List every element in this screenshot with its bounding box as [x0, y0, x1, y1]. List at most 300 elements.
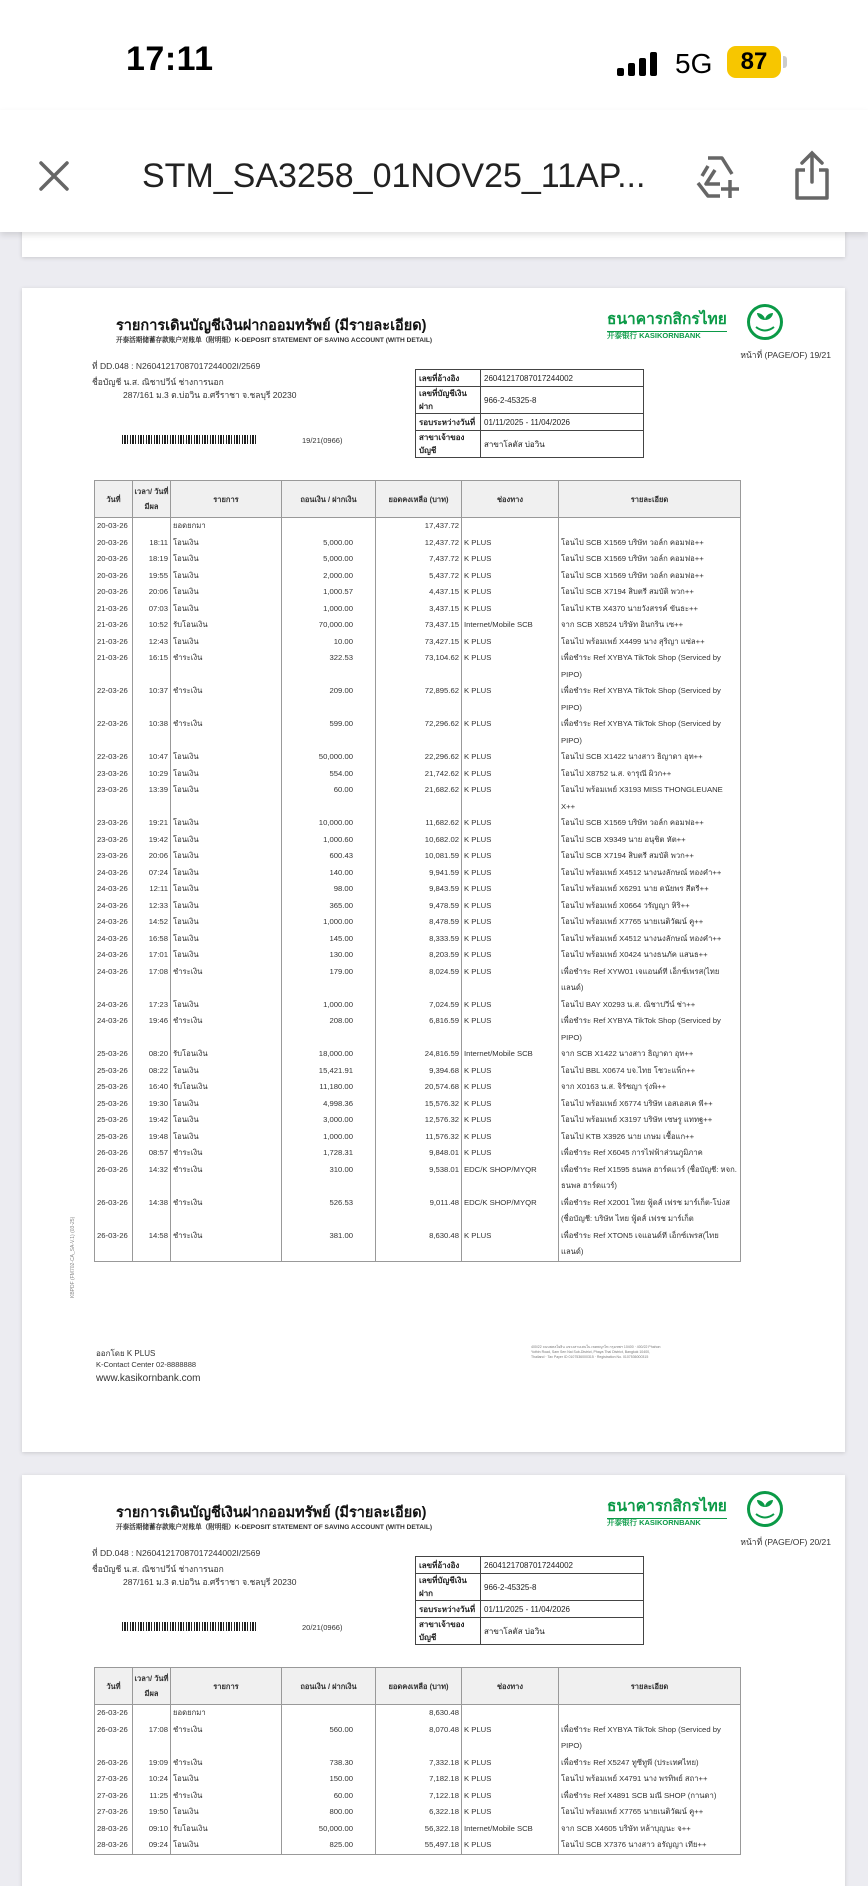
account-address: 287/161 ม.3 ต.บ่อวิน อ.ศรีราชา จ.ชลบุรี 20230: [123, 1577, 297, 1587]
bank-logo: [607, 1493, 737, 1537]
cell-time: 19:42: [133, 832, 171, 849]
cell-type: โอนเงิน: [171, 568, 282, 585]
cell-amount: 140.00: [282, 865, 376, 882]
info-value: สาขาโลตัส บ่อวิน: [481, 1618, 644, 1645]
table-header-row: [95, 1668, 741, 1705]
cell-date: 23-03-26: [95, 848, 133, 865]
table-row: [95, 782, 741, 815]
cell-date: 24-03-26: [95, 931, 133, 948]
cell-balance: 8,478.59: [376, 914, 462, 931]
cell-amount: 3,000.00: [282, 1112, 376, 1129]
cell-channel: EDC/K SHOP/MYQR: [462, 1195, 559, 1228]
account-info-table: [415, 369, 644, 458]
cell-time: 14:58: [133, 1228, 171, 1262]
table-row: [95, 1063, 741, 1080]
column-header-amount: ถอนเงิน / ฝากเงิน: [282, 1668, 376, 1705]
transaction-table: [94, 1667, 741, 1855]
cell-balance: 20,574.68: [376, 1079, 462, 1096]
cell-amount: 70,000.00: [282, 617, 376, 634]
cell-date: 27-03-26: [95, 1771, 133, 1788]
bank-website: www.kasikornbank.com: [96, 1373, 201, 1384]
cell-date: 21-03-26: [95, 617, 133, 634]
cell-time: 19:50: [133, 1804, 171, 1821]
cell-channel: K PLUS: [462, 650, 559, 683]
cell-date: 26-03-26: [95, 1722, 133, 1755]
cell-detail: เพื่อชำระ Ref X4891 SCB มณี SHOP (กานดา): [559, 1788, 741, 1805]
cell-date: 24-03-26: [95, 865, 133, 882]
cell-date: 28-03-26: [95, 1837, 133, 1854]
cell-balance: 24,816.59: [376, 1046, 462, 1063]
cell-type: รับโอนเงิน: [171, 617, 282, 634]
transaction-table: [94, 480, 741, 1262]
cell-channel: K PLUS: [462, 997, 559, 1014]
contact-center: K-Contact Center 02-8888888: [96, 1360, 197, 1369]
cell-type: โอนเงิน: [171, 1112, 282, 1129]
cell-time: 20:06: [133, 584, 171, 601]
cell-amount: [282, 518, 376, 535]
cell-channel: K PLUS: [462, 766, 559, 783]
cell-type: โอนเงิน: [171, 865, 282, 882]
bank-name-th: ธนาคารกสิกรไทย: [607, 1493, 727, 1519]
cell-time: 19:21: [133, 815, 171, 832]
cell-balance: 7,182.18: [376, 1771, 462, 1788]
cell-amount: 145.00: [282, 931, 376, 948]
pdf-page-previous: [22, 232, 845, 257]
cell-channel: K PLUS: [462, 832, 559, 849]
cell-type: ชำระเงิน: [171, 1162, 282, 1195]
bank-address-fine-print: 400/22 ถนนพหลโยธิน แขวงสามเสนใน เขตพญาไท กรุงเทพฯ 10400 · 400/22 Phahon Yothin Road, Sam Sen Nai Sub-District, Phaya Thai District, Bangkok 10400, Thailand · Tax Payer ID 0107536000315 · Registration No. 0107536000315: [531, 1345, 661, 1359]
account-name: ชื่อบัญชี น.ส. ณิชาปวีน์ ช่างการนอก: [92, 1564, 224, 1574]
document-title: STM_SA3258_01NOV25_11AP...: [142, 157, 646, 195]
cell-balance: 5,437.72: [376, 568, 462, 585]
table-row: [95, 518, 741, 535]
account-info-table: [415, 1556, 644, 1645]
cell-time: 17:01: [133, 947, 171, 964]
cell-balance: 73,427.15: [376, 634, 462, 651]
info-value: 01/11/2025 - 11/04/2026: [481, 414, 644, 431]
cell-amount: 738.30: [282, 1755, 376, 1772]
cell-date: 24-03-26: [95, 997, 133, 1014]
table-row: [95, 1804, 741, 1821]
cell-date: 23-03-26: [95, 832, 133, 849]
cell-date: 26-03-26: [95, 1195, 133, 1228]
cell-balance: 72,895.62: [376, 683, 462, 716]
cell-amount: 1,000.00: [282, 601, 376, 618]
cell-channel: K PLUS: [462, 1129, 559, 1146]
cell-channel: Internet/Mobile SCB: [462, 1046, 559, 1063]
cell-detail: โอนไป SCB X9349 นาย อนุชิต หัต++: [559, 832, 741, 849]
cell-channel: K PLUS: [462, 881, 559, 898]
cell-balance: 72,296.62: [376, 716, 462, 749]
cell-amount: 526.53: [282, 1195, 376, 1228]
table-row: [95, 848, 741, 865]
cell-channel: K PLUS: [462, 931, 559, 948]
close-button[interactable]: [36, 158, 72, 194]
cell-type: ชำระเงิน: [171, 716, 282, 749]
column-header-type: รายการ: [171, 1668, 282, 1705]
statement-subtitle: 开泰活期储蓄存款账户对账单（附明细）K-DEPOSIT STATEMENT OF SAVING ACCOUNT (WITH DETAIL): [116, 337, 433, 344]
cell-type: โอนเงิน: [171, 832, 282, 849]
cell-time: 16:15: [133, 650, 171, 683]
table-row: [95, 1771, 741, 1788]
cell-time: 10:24: [133, 1771, 171, 1788]
cell-balance: 73,104.62: [376, 650, 462, 683]
cell-time: 12:43: [133, 634, 171, 651]
column-header-type: รายการ: [171, 481, 282, 518]
cell-date: 25-03-26: [95, 1079, 133, 1096]
cell-date: 26-03-26: [95, 1145, 133, 1162]
cell-time: 08:22: [133, 1063, 171, 1080]
battery-cap: [783, 56, 787, 68]
cell-date: 24-03-26: [95, 1013, 133, 1046]
cell-date: 23-03-26: [95, 766, 133, 783]
table-row: [95, 1755, 741, 1772]
cell-amount: 60.00: [282, 782, 376, 815]
document-number: ที่ DD.048 : N2604121708701724400​2I/2569: [92, 361, 261, 371]
cell-amount: 1,000.00: [282, 1129, 376, 1146]
share-icon: [792, 150, 832, 202]
cell-date: 26-03-26: [95, 1228, 133, 1262]
cell-time: 09:24: [133, 1837, 171, 1854]
statement-title: รายการเดินบัญชีเงินฝากออมทรัพย์ (มีรายละเอียด): [116, 1505, 427, 1521]
cell-type: โอนเงิน: [171, 1804, 282, 1821]
cell-channel: K PLUS: [462, 551, 559, 568]
column-header-time: เวลา/ วันที่มีผล: [133, 1668, 171, 1705]
cell-balance: 8,203.59: [376, 947, 462, 964]
info-row: [416, 1557, 644, 1574]
cell-balance: 7,122.18: [376, 1788, 462, 1805]
cell-amount: 209.00: [282, 683, 376, 716]
cell-amount: 130.00: [282, 947, 376, 964]
cell-type: โอนเงิน: [171, 782, 282, 815]
cell-type: โอนเงิน: [171, 634, 282, 651]
signal-icon: [617, 52, 657, 76]
cell-time: 10:37: [133, 683, 171, 716]
cell-balance: 10,081.59: [376, 848, 462, 865]
column-header-channel: ช่องทาง: [462, 1668, 559, 1705]
table-row: [95, 1228, 741, 1262]
cell-type: โอนเงิน: [171, 601, 282, 618]
cell-channel: K PLUS: [462, 947, 559, 964]
column-header-amount: ถอนเงิน / ฝากเงิน: [282, 481, 376, 518]
cell-detail: [559, 1705, 741, 1722]
cell-type: รับโอนเงิน: [171, 1046, 282, 1063]
clock: 17:11: [126, 40, 214, 78]
cell-channel: K PLUS: [462, 1771, 559, 1788]
cell-detail: โอนไป X8752 น.ส. จารุณี ผิวก++: [559, 766, 741, 783]
cell-type: โอนเงิน: [171, 584, 282, 601]
table-row: [95, 997, 741, 1014]
info-value: สาขาโลตัส บ่อวิน: [481, 431, 644, 458]
table-row: [95, 898, 741, 915]
cell-amount: 599.00: [282, 716, 376, 749]
cell-date: 20-03-26: [95, 568, 133, 585]
cell-detail: โอนไป พร้อมเพย์ X4791 นาง พรทิพย์ สถา++: [559, 1771, 741, 1788]
cell-amount: 11,180.00: [282, 1079, 376, 1096]
kasikorn-leaf-icon: [747, 304, 783, 340]
cell-balance: 9,394.68: [376, 1063, 462, 1080]
cell-channel: K PLUS: [462, 584, 559, 601]
table-row: [95, 881, 741, 898]
cell-balance: 9,478.59: [376, 898, 462, 915]
table-row: [95, 1722, 741, 1755]
info-value: 966-2-45325-8: [481, 387, 644, 414]
cell-date: 26-03-26: [95, 1755, 133, 1772]
cell-type: โอนเงิน: [171, 997, 282, 1014]
cell-channel: K PLUS: [462, 1096, 559, 1113]
info-label: รอบระหว่างวันที่: [416, 414, 481, 431]
cell-detail: โอนไป พร้อมเพย์ X4512 นางนงลักษณ์ ทองคำ++: [559, 931, 741, 948]
column-header-detail: รายละเอียด: [559, 481, 741, 518]
close-icon: [36, 158, 72, 194]
cell-time: 17:08: [133, 1722, 171, 1755]
cell-detail: โอนไป พร้อมเพย์ X7765 นายเนติวัฒน์ คู++: [559, 914, 741, 931]
cell-amount: 322.53: [282, 650, 376, 683]
cell-time: 09:10: [133, 1821, 171, 1838]
cell-balance: 6,322.18: [376, 1804, 462, 1821]
cell-balance: 17,437.72: [376, 518, 462, 535]
info-label: รอบระหว่างวันที่: [416, 1601, 481, 1618]
cell-type: โอนเงิน: [171, 551, 282, 568]
cell-detail: โอนไป พร้อมเพย์ X3193 MISS THONGLEUANE X++: [559, 782, 741, 815]
cell-amount: 381.00: [282, 1228, 376, 1262]
cell-channel: K PLUS: [462, 815, 559, 832]
cell-amount: 310.00: [282, 1162, 376, 1195]
cell-channel: K PLUS: [462, 1804, 559, 1821]
info-row: [416, 431, 644, 458]
cell-amount: 554.00: [282, 766, 376, 783]
column-header-time: เวลา/ วันที่มีผล: [133, 481, 171, 518]
cell-type: โอนเงิน: [171, 535, 282, 552]
info-row: [416, 1601, 644, 1618]
cell-type: โอนเงิน: [171, 1063, 282, 1080]
cell-detail: เพื่อชำระ Ref XYBYA TikTok Shop (Serviced by PIPO): [559, 1013, 741, 1046]
cell-type: โอนเงิน: [171, 1837, 282, 1854]
cell-time: 14:38: [133, 1195, 171, 1228]
cell-balance: 9,941.59: [376, 865, 462, 882]
page-code: 19/21(0966): [302, 436, 343, 445]
cell-date: 22-03-26: [95, 749, 133, 766]
table-row: [95, 865, 741, 882]
cell-time: 12:11: [133, 881, 171, 898]
cell-balance: 3,437.15: [376, 601, 462, 618]
pdf-page-20: [22, 1475, 845, 1886]
info-row: [416, 414, 644, 431]
cell-detail: โอนไป SCB X1569 บริษัท วอล์ก คอมฟอ++: [559, 568, 741, 585]
cell-date: 26-03-26: [95, 1705, 133, 1722]
cell-channel: K PLUS: [462, 1145, 559, 1162]
cell-channel: K PLUS: [462, 1837, 559, 1854]
cell-type: ชำระเงิน: [171, 1228, 282, 1262]
cell-balance: 22,296.62: [376, 749, 462, 766]
cell-channel: K PLUS: [462, 848, 559, 865]
table-row: [95, 1195, 741, 1228]
cell-amount: 365.00: [282, 898, 376, 915]
info-label: สาขาเจ้าของบัญชี: [416, 1618, 481, 1645]
cell-balance: 55,497.18: [376, 1837, 462, 1854]
cell-detail: โอนไป SCB X7194 สิบตรี สมบัติ พวก++: [559, 848, 741, 865]
cell-detail: โอนไป KTB X3926 นาย เกษม เชื้อแก++: [559, 1129, 741, 1146]
cell-channel: K PLUS: [462, 568, 559, 585]
cell-detail: จาก X0163 น.ส. จิรัชญา รุ่งพิ++: [559, 1079, 741, 1096]
cell-date: 28-03-26: [95, 1821, 133, 1838]
table-row: [95, 815, 741, 832]
cell-time: 13:39: [133, 782, 171, 815]
cell-balance: 4,437.15: [376, 584, 462, 601]
table-row: [95, 584, 741, 601]
cell-date: 23-03-26: [95, 782, 133, 815]
account-name: ชื่อบัญชี น.ส. ณิชาปวีน์ ช่างการนอก: [92, 377, 224, 387]
table-row: [95, 1096, 741, 1113]
info-label: สาขาเจ้าของบัญชี: [416, 431, 481, 458]
cell-detail: โอนไป พร้อมเพย์ X0424 นางธนภัค แสนธ++: [559, 947, 741, 964]
cell-date: 20-03-26: [95, 535, 133, 552]
cell-balance: 56,322.18: [376, 1821, 462, 1838]
pdf-viewer[interactable]: [0, 232, 868, 1886]
cell-date: 21-03-26: [95, 650, 133, 683]
cell-type: รับโอนเงิน: [171, 1079, 282, 1096]
cell-balance: 9,848.01: [376, 1145, 462, 1162]
cell-amount: 50,000.00: [282, 1821, 376, 1838]
cell-amount: 2,000.00: [282, 568, 376, 585]
cell-balance: 9,011.48: [376, 1195, 462, 1228]
table-header-row: [95, 481, 741, 518]
cell-amount: 800.00: [282, 1804, 376, 1821]
cell-balance: 8,024.59: [376, 964, 462, 997]
statement-title: รายการเดินบัญชีเงินฝากออมทรัพย์ (มีรายละเอียด): [116, 318, 427, 334]
cell-date: 20-03-26: [95, 584, 133, 601]
cell-type: โอนเงิน: [171, 1096, 282, 1113]
cell-balance: 6,816.59: [376, 1013, 462, 1046]
table-row: [95, 650, 741, 683]
cell-channel: K PLUS: [462, 683, 559, 716]
viewer-toolbar: [0, 110, 868, 232]
cell-channel: K PLUS: [462, 898, 559, 915]
cell-detail: จาก SCB X4605 บริษัท หล้าบุญนะ จ++: [559, 1821, 741, 1838]
cell-balance: 15,576.32: [376, 1096, 462, 1113]
cell-detail: โอนไป พร้อมเพย์ X6774 บริษัท เอสเอสเค พี++: [559, 1096, 741, 1113]
info-row: [416, 1618, 644, 1645]
info-value: 26041217087017244002: [481, 370, 644, 387]
cell-time: 17:08: [133, 964, 171, 997]
cell-date: 27-03-26: [95, 1804, 133, 1821]
cell-detail: โอนไป SCB X1569 บริษัท วอล์ก คอมฟอ++: [559, 535, 741, 552]
cell-date: 23-03-26: [95, 815, 133, 832]
cell-channel: EDC/K SHOP/MYQR: [462, 1162, 559, 1195]
cell-date: 21-03-26: [95, 634, 133, 651]
table-row: [95, 964, 741, 997]
table-row: [95, 535, 741, 552]
cell-time: 19:09: [133, 1755, 171, 1772]
cell-type: โอนเงิน: [171, 1771, 282, 1788]
cell-type: โอนเงิน: [171, 766, 282, 783]
cell-time: 07:03: [133, 601, 171, 618]
cell-date: 27-03-26: [95, 1788, 133, 1805]
cell-amount: 179.00: [282, 964, 376, 997]
bank-name-en: 开泰银行 KASIKORNBANK: [607, 1518, 701, 1527]
cell-balance: 73,437.15: [376, 617, 462, 634]
cell-detail: เพื่อชำระ Ref XTON5 เจแอนด์ที เอ็กซ์เพรส(ไทยแลนด์): [559, 1228, 741, 1262]
cell-detail: โอนไป KTB X4370 นายวังสรรค์ ขันธะ++: [559, 601, 741, 618]
cell-channel: K PLUS: [462, 1112, 559, 1129]
cell-channel: [462, 1705, 559, 1722]
column-header-balance: ยอดคงเหลือ (บาท): [376, 1668, 462, 1705]
cell-date: 21-03-26: [95, 601, 133, 618]
status-bar: [0, 0, 868, 110]
cell-channel: K PLUS: [462, 601, 559, 618]
info-label: เลขที่บัญชีเงินฝาก: [416, 387, 481, 414]
cell-time: 20:06: [133, 848, 171, 865]
info-value: 26041217087017244002: [481, 1557, 644, 1574]
cell-detail: เพื่อชำระ Ref XYW01 เจแอนด์ที เอ็กซ์เพรส(ไทยแลนด์): [559, 964, 741, 997]
cell-amount: 1,728.31: [282, 1145, 376, 1162]
column-header-detail: รายละเอียด: [559, 1668, 741, 1705]
cell-detail: โอนไป SCB X1569 บริษัท วอล์ก คอมฟอ++: [559, 815, 741, 832]
cell-channel: K PLUS: [462, 782, 559, 815]
cell-type: โอนเงิน: [171, 931, 282, 948]
bank-name-en: 开泰银行 KASIKORNBANK: [607, 331, 701, 340]
cell-detail: โอนไป พร้อมเพย์ X3197 บริษัท เซษรู แททฐ++: [559, 1112, 741, 1129]
table-row: [95, 1837, 741, 1854]
table-row: [95, 634, 741, 651]
cell-channel: K PLUS: [462, 865, 559, 882]
cell-channel: K PLUS: [462, 1013, 559, 1046]
column-header-channel: ช่องทาง: [462, 481, 559, 518]
table-row: [95, 716, 741, 749]
info-value: 01/11/2025 - 11/04/2026: [481, 1601, 644, 1618]
cell-type: ชำระเงิน: [171, 683, 282, 716]
cell-amount: 50,000.00: [282, 749, 376, 766]
table-row: [95, 617, 741, 634]
pdf-page-19: [22, 288, 845, 1452]
cell-amount: [282, 1705, 376, 1722]
table-row: [95, 947, 741, 964]
table-row: [95, 832, 741, 849]
cell-amount: 5,000.00: [282, 551, 376, 568]
cell-type: ชำระเงิน: [171, 1195, 282, 1228]
cell-amount: 208.00: [282, 1013, 376, 1046]
cell-detail: เพื่อชำระ Ref X6045 การไฟฟ้าส่วนภูมิภาค: [559, 1145, 741, 1162]
cell-time: 10:38: [133, 716, 171, 749]
cell-detail: โอนไป SCB X7376 นางสาว อรัญญา เทีย++: [559, 1837, 741, 1854]
cell-amount: 10.00: [282, 634, 376, 651]
cell-time: 18:11: [133, 535, 171, 552]
cell-type: ยอดยกมา: [171, 1705, 282, 1722]
table-row: [95, 601, 741, 618]
cell-detail: โอนไป พร้อมเพย์ X6291 นาย ดนัยพร สีตรี++: [559, 881, 741, 898]
cell-date: 25-03-26: [95, 1129, 133, 1146]
statement-subtitle: 开泰活期储蓄存款账户对账单（附明细）K-DEPOSIT STATEMENT OF SAVING ACCOUNT (WITH DETAIL): [116, 1524, 433, 1531]
cell-time: [133, 518, 171, 535]
cell-channel: K PLUS: [462, 1722, 559, 1755]
column-header-balance: ยอดคงเหลือ (บาท): [376, 481, 462, 518]
info-label: เลขที่อ้างอิง: [416, 370, 481, 387]
cell-balance: 8,630.48: [376, 1228, 462, 1262]
cell-date: 24-03-26: [95, 947, 133, 964]
cell-balance: 9,843.59: [376, 881, 462, 898]
cell-detail: โอนไป SCB X1422 นางสาว ธิญาดา อุท++: [559, 749, 741, 766]
column-header-date: วันที่: [95, 1668, 133, 1705]
add-to-drive-button[interactable]: [694, 154, 740, 200]
cell-amount: 10,000.00: [282, 815, 376, 832]
cell-channel: K PLUS: [462, 1788, 559, 1805]
cell-detail: จาก SCB X1422 นางสาว ธิญาดา อุท++: [559, 1046, 741, 1063]
cell-channel: K PLUS: [462, 634, 559, 651]
bank-logo: [607, 306, 737, 350]
share-button[interactable]: [792, 150, 832, 202]
cell-channel: Internet/Mobile SCB: [462, 1821, 559, 1838]
cell-detail: เพื่อชำระ Ref X2001 ไทย ฟู้ดส์ เฟรช มาร์เก็ต-โบ่งส (ชื่อบัญชี: บริษัท ไทย ฟู้ดส์ เฟรช มาร์เก็ต: [559, 1195, 741, 1228]
